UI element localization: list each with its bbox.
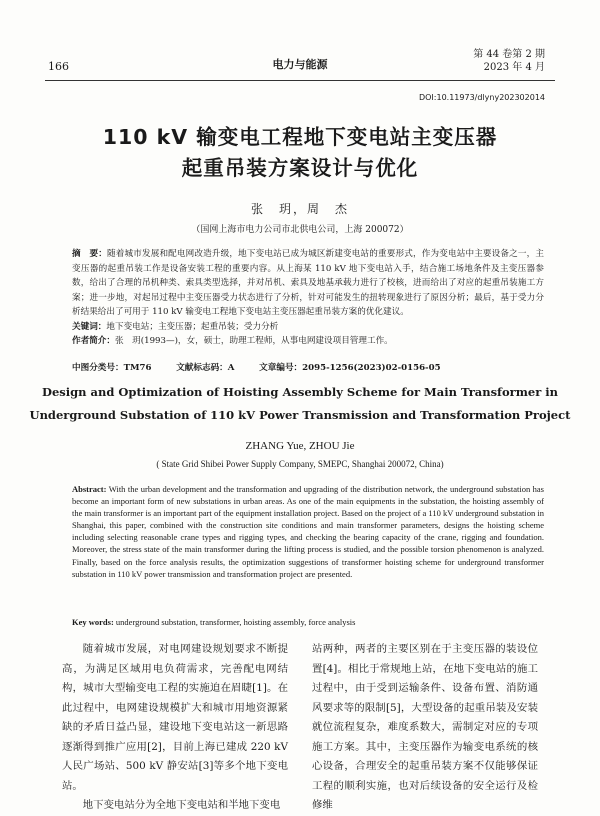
volume-issue: 第 44 卷第 2 期 (473, 49, 545, 60)
body-paragraph: 随着城市发展，对电网建设规划要求不断提高，为满足区域用电负荷需求，完善配电网结构，城市大型输变电工程的实施迫在眉睫[1]。在此过程中，电网建设规模扩大和城市用地资源紧缺的矛盾日益凸显，建设地下变电站这一新思路逐渐得到推广应用[2]，目前上海已建成 220 kV 人民广场站、500 kV 静安站[3]等多个地下变电站。 (62, 643, 288, 792)
affiliation: （国网上海市电力公司市北供电公司，上海 200072） (191, 225, 409, 235)
document-code-label: 文献标志码： (176, 363, 228, 373)
article-number (259, 363, 440, 373)
classification-line (72, 361, 544, 373)
title-line-1: 110 kV 输变电工程地下变电站主变压器 (102, 125, 498, 149)
abstract-cn (72, 247, 544, 320)
english-authors: ZHANG Yue, ZHOU Jie (245, 440, 355, 452)
author-bio (72, 334, 544, 349)
body-column-left (62, 640, 288, 816)
page-number: 166 (48, 60, 69, 73)
author-bio-text: 张 玥(1993—)，女，硕士，助理工程师，从事电网建设项目管理工作。 (114, 336, 393, 346)
english-abstract-text: With the urban development and the transformation and upgrading of the distribution network, the underground substation has become an important form of new substations in urban areas. As one of the main equipments in the substation, the hoisting assembly of the main transformer is an important part of the equipment installation project. Based on the project of a 110 kV underground substation in Shanghai, this paper, combined with the construction site conditions and main transformer parameters, designs the hoisting scheme including selecting reasonable crane types and rigging types, and checking the bearing capacity of the crane, rigging and foundation. Moreover, the stress state of the main transformer during the lifting process is studied, and the possible torsion phenomenon is analyzed. Finally, based on the force analysis results, the optimization suggestions of transformer hoisting scheme for underground transformer substation in 110 kV power transmission and transformation project are presented. (72, 484, 544, 579)
english-abstract (72, 483, 544, 580)
issue-info (473, 48, 545, 74)
body-paragraph: 地下变电站分为全地下变电站和半地下变电 (82, 799, 281, 811)
title-line-2: 起重吊装方案设计与优化 (181, 156, 419, 180)
doi: DOI:10.11973/dlyny202302014 (418, 93, 545, 102)
authors: 张 玥，周 杰 (250, 202, 349, 216)
body-paragraph: 站两种，两者的主要区别在于主变压器的装设位置[4]。相比于常规地上站，在地下变电站的施工过程中，由于受到运输条件、设备布置、消防通风要求等的限制[5]，大型设备的起重吊装及安装就位流程复杂，难度系数大，需制定对应的专项施工方案。其中，主变压器作为输变电系统的核心设备，合理安全的起重吊装方案不仅能够保证工程的顺利实施，也对后续设备的安全运行及检修维 (312, 643, 538, 811)
clc-label: 中图分类号： (72, 363, 124, 373)
document-code-value: A (227, 363, 235, 373)
clc-value: TM76 (123, 363, 152, 373)
english-title-line-2: Underground Substation of 110 kV Power Transmission and Transformation Project (29, 408, 571, 422)
article-number-label: 文章编号： (259, 363, 303, 373)
english-affiliation: ( State Grid Shibei Power Supply Company, SMEPC, Shanghai 200072, China) (156, 459, 444, 469)
header-rule (45, 80, 555, 81)
document-code (176, 363, 234, 373)
clc (72, 363, 151, 373)
abstract-cn-label: 摘 要： (72, 249, 107, 259)
english-abstract-label: Abstract: (72, 484, 107, 494)
author-bio-label: 作者简介： (72, 336, 115, 346)
journal-name: 电力与能源 (272, 58, 328, 71)
chinese-abstract-block (72, 247, 544, 349)
english-keywords-label: Key words: (72, 617, 114, 627)
keywords-cn-label: 关键词： (72, 321, 107, 332)
abstract-cn-text: 随着城市发展和配电网改造升级，地下变电站已成为城区新建变电站的重要形式，作为变电站中主要设备之一，主变压器的起重吊装工作是设备安装工程的重要内容。从上海某 110 kV 地下变电站入手，结合施工场地条件及主变压器参数，给出了合理的吊机种类、索具类型选择，并对吊机、索具及地基承载力进行了校核，进而给出了对应的起重吊装施工方案；进一步地，对起吊过程中主变压器受力状态进行了分析，针对可能发生的扭转现象进行了原因分析；最后，基于受力分析结果给出了可用于 110 kV 输变电工程地下变电站主变压器起重吊装方案的优化建议。 (72, 249, 544, 317)
body-column-right (312, 640, 538, 816)
english-keywords-text: underground substation, transformer, hoisting assembly, force analysis (115, 617, 356, 627)
issue-date: 2023 年 4 月 (483, 62, 545, 73)
english-title-line-1: Design and Optimization of Hoisting Assembly Scheme for Main Transformer in (42, 385, 558, 399)
article-number-value: 2095-1256(2023)02-0156-05 (302, 363, 441, 373)
keywords-cn-text: 地下变电站；主变压器；起重吊装；受力分析 (106, 321, 279, 332)
keywords-cn (72, 320, 544, 335)
english-keywords (72, 617, 544, 627)
